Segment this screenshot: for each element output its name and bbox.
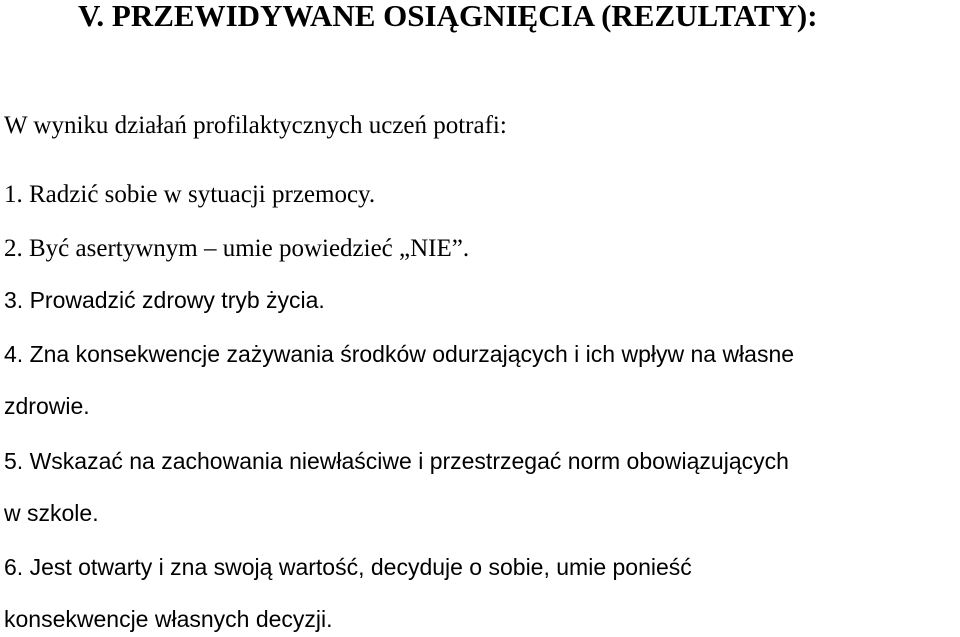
list-item-5-line-1: 5. Wskazać na zachowania niewłaściwe i przestrzegać norm obowiązujących [4, 448, 789, 474]
list-item-3: 3. Prowadzić zdrowy tryb życia. [4, 287, 325, 313]
list-item-6-line-2: konsekwencje własnych decyzji. [4, 606, 333, 632]
list-item-4-line-2: zdrowie. [4, 393, 90, 419]
list-item-4-line-1: 4. Zna konsekwencje zażywania środków odurzających i ich wpływ na własne [4, 341, 795, 367]
list-item-6-line-1: 6. Jest otwarty i zna swoją wartość, decyduje o sobie, umie ponieść [4, 554, 692, 580]
intro-text: W wyniku działań profilaktycznych uczeń potrafi: [4, 112, 507, 139]
section-heading: V. PRZEWIDYWANE OSIĄGNIĘCIA (REZULTATY): [78, 0, 818, 33]
list-item-2: 2. Być asertywnym – umie powiedzieć „NIE”. [4, 235, 470, 262]
list-item-1: 1. Radzić sobie w sytuacji przemocy. [4, 181, 376, 208]
list-item-5-line-2: w szkole. [4, 500, 99, 526]
